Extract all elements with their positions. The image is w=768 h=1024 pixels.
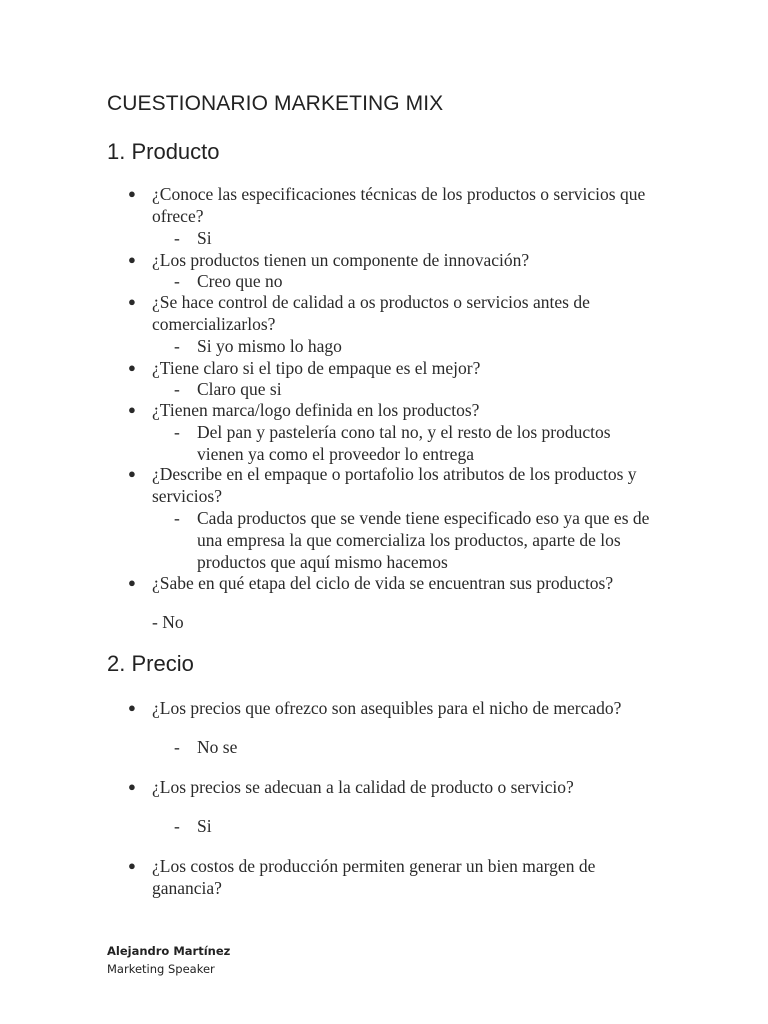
answer-item xyxy=(174,507,667,573)
bullet-icon: ● xyxy=(128,779,136,794)
answer-item xyxy=(174,736,677,758)
question-text: ¿Se hace control de calidad a os productos o servicios antes de comercializarlos? xyxy=(152,292,590,334)
question-text: ¿Los costos de producción permiten generar un bien margen de ganancia? xyxy=(152,856,596,898)
answer-text: Si xyxy=(197,816,212,836)
question-item xyxy=(128,249,692,271)
answer-text: Claro que si xyxy=(197,379,282,399)
answer-text: Creo que no xyxy=(197,271,283,291)
answer-text: No se xyxy=(197,737,238,757)
section-heading-producto: 1. Producto xyxy=(107,139,220,164)
bullet-icon: ● xyxy=(128,294,136,309)
bullet-icon: ● xyxy=(128,360,136,375)
footer-author-name: Alejandro Martínez xyxy=(107,944,231,958)
answer-item xyxy=(174,227,677,249)
bullet-icon: ● xyxy=(128,402,136,417)
question-item xyxy=(128,776,692,798)
dash-marker: - xyxy=(174,379,180,399)
bullet-icon: ● xyxy=(128,466,136,481)
question-item xyxy=(128,291,692,335)
bullet-icon: ● xyxy=(128,858,136,873)
question-item xyxy=(128,697,692,719)
dash-marker: - xyxy=(174,336,180,356)
question-text: ¿Los precios se adecuan a la calidad de producto o servicio? xyxy=(152,777,574,797)
question-item xyxy=(128,572,692,594)
footer-author-role: Marketing Speaker xyxy=(107,962,215,976)
bullet-icon: ● xyxy=(128,700,136,715)
question-text: ¿Los precios que ofrezco son asequibles para el nicho de mercado? xyxy=(152,698,622,718)
answer-text: Si xyxy=(197,228,212,248)
question-text: ¿Tiene claro si el tipo de empaque es el mejor? xyxy=(152,358,481,378)
answer-item xyxy=(174,421,637,465)
question-text: ¿Sabe en qué etapa del ciclo de vida se encuentran sus productos? xyxy=(152,573,614,593)
answer-text: Del pan y pastelería cono tal no, y el resto de los productos vienen ya como el proveedor lo entrega xyxy=(197,422,611,464)
dash-marker: - xyxy=(174,508,180,528)
dash-marker: - xyxy=(174,228,180,248)
question-item xyxy=(128,183,692,227)
bullet-icon: ● xyxy=(128,575,136,590)
answer-text: Si yo mismo lo hago xyxy=(197,336,342,356)
question-item xyxy=(128,399,692,421)
answer-text-plain: - No xyxy=(152,612,184,632)
answer-item xyxy=(174,815,677,837)
dash-marker: - xyxy=(174,816,180,836)
document-title: CUESTIONARIO MARKETING MIX xyxy=(107,92,444,115)
bullet-icon: ● xyxy=(128,252,136,267)
question-text: ¿Los productos tienen un componente de innovación? xyxy=(152,250,530,270)
dash-marker: - xyxy=(174,271,180,291)
dash-marker: - xyxy=(174,422,180,442)
question-item xyxy=(128,855,642,899)
question-text: ¿Describe en el empaque o portafolio los atributos de los productos y servicios? xyxy=(152,464,637,506)
answer-item xyxy=(174,378,677,400)
answer-item xyxy=(174,335,677,357)
answer-item xyxy=(174,270,677,292)
question-item xyxy=(128,357,692,379)
question-text: ¿Tienen marca/logo definida en los productos? xyxy=(152,400,480,420)
bullet-icon: ● xyxy=(128,186,136,201)
question-item xyxy=(128,463,672,507)
section-heading-precio: 2. Precio xyxy=(107,651,194,676)
question-text: ¿Conoce las especificaciones técnicas de los productos o servicios que ofrece? xyxy=(152,184,646,226)
dash-marker: - xyxy=(174,737,180,757)
answer-text: Cada productos que se vende tiene especificado eso ya que es de una empresa la que comercializa los productos, aparte de los productos que aquí mismo hacemos xyxy=(197,508,650,572)
